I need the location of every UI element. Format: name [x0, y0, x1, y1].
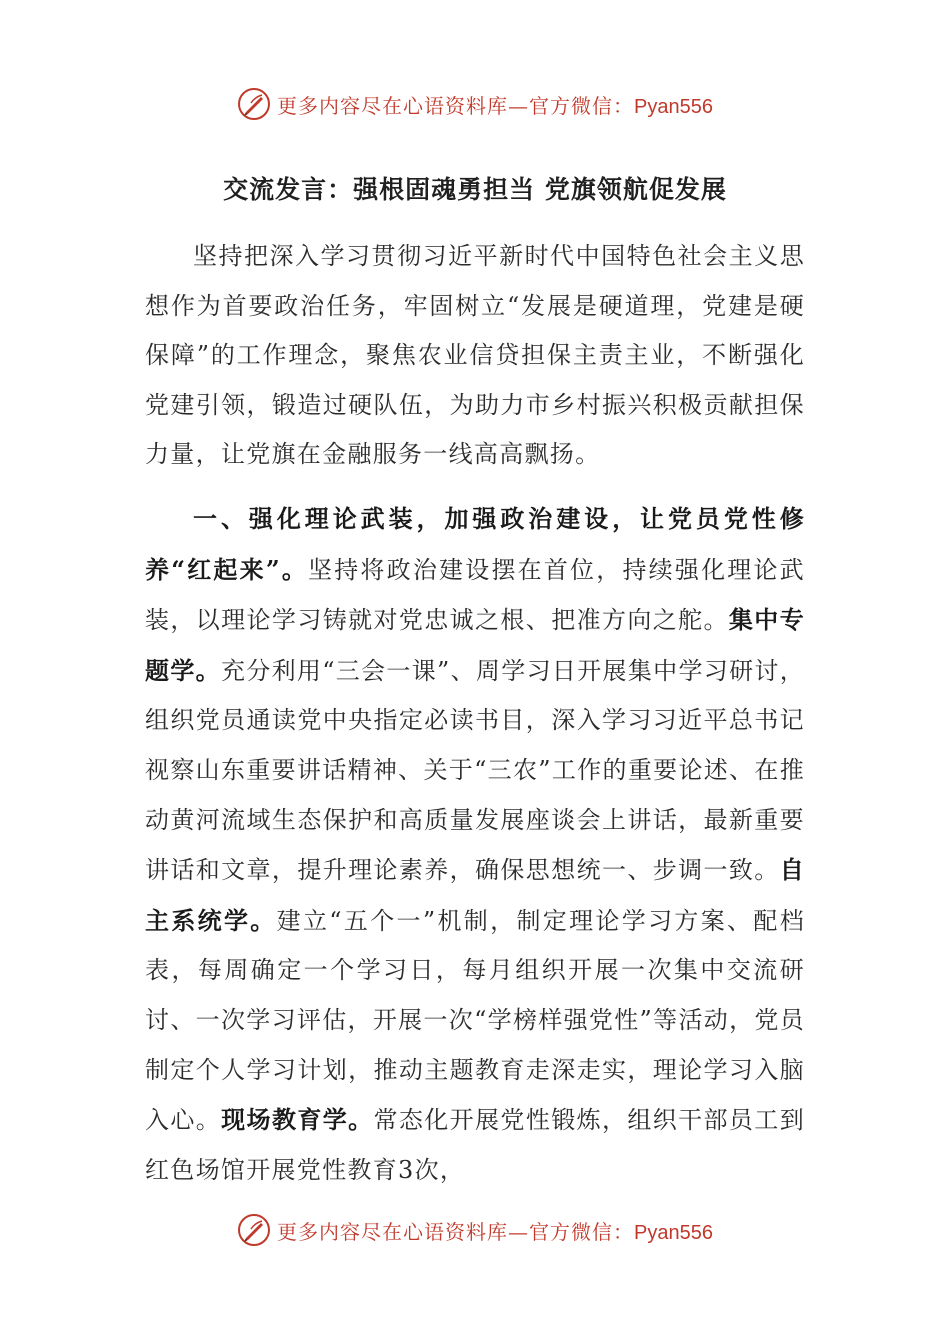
watermark-text: 更多内容尽在心语资料库—官方微信：Pyan556 [277, 93, 713, 118]
section-1-heading: 一、强化理论武装，加强政治建设，让党员党性修养“红起来”。 [145, 503, 805, 584]
subheading-self-study: 自主系统学。 [145, 855, 805, 935]
section-1-text: 坚持将政治建设摆在首位，持续强化理论武装，以理论学习铸就对党忠诚之根、把准方向之舵。 [145, 555, 805, 635]
document-title: 交流发言：强根固魂勇担当 党旗领航促发展 [223, 175, 727, 204]
document-body [145, 232, 805, 1195]
onsite-study-text: 常态化开展党性锻炼，组织干部员工到红色场馆开展党性教育3次， [145, 1106, 805, 1184]
quill-pen-icon [237, 87, 271, 121]
intro-paragraph: 坚持把深入学习贯彻习近平新时代中国特色社会主义思想作为首要政治任务，牢固树立“发展是硬道理，党建是硬保障”的工作理念，聚焦农业信贷担保主责主业，不断强化党建引领，锻造过硬队伍，为助力市乡村振兴积极贡献担保力量，让党旗在金融服务一线高高飘扬。 [145, 242, 805, 469]
watermark-text: 更多内容尽在心语资料库—官方微信：Pyan556 [277, 1219, 713, 1244]
subheading-focused-study: 集中专题学。 [145, 605, 805, 685]
section-1-paragraph [145, 494, 805, 1195]
focused-study-text: 充分利用“三会一课”、周学习日开展集中学习研讨，组织党员通读党中央指定必读书目，深入学习习近平总书记视察山东重要讲话精神、关于“三农”工作的重要论述、在推动黄河流域生态保护和高质量发展座谈会上讲话，最新重要讲话和文章，提升理论素养，确保思想统一、步调一致。 [145, 656, 805, 885]
subheading-onsite-study: 现场教育学。 [221, 1105, 374, 1135]
quill-pen-icon [237, 1213, 271, 1247]
self-study-text: 建立“五个一”机制，制定理论学习方案、配档表，每周确定一个学习日，每月组织开展一次集中交流研讨、一次学习评估，开展一次“学榜样强党性”等活动，党员制定个人学习计划，推动主题教育走深走实，理论学习入脑入心。 [145, 906, 806, 1135]
watermark-banner-top [0, 84, 950, 124]
watermark-banner-bottom [0, 1210, 950, 1250]
